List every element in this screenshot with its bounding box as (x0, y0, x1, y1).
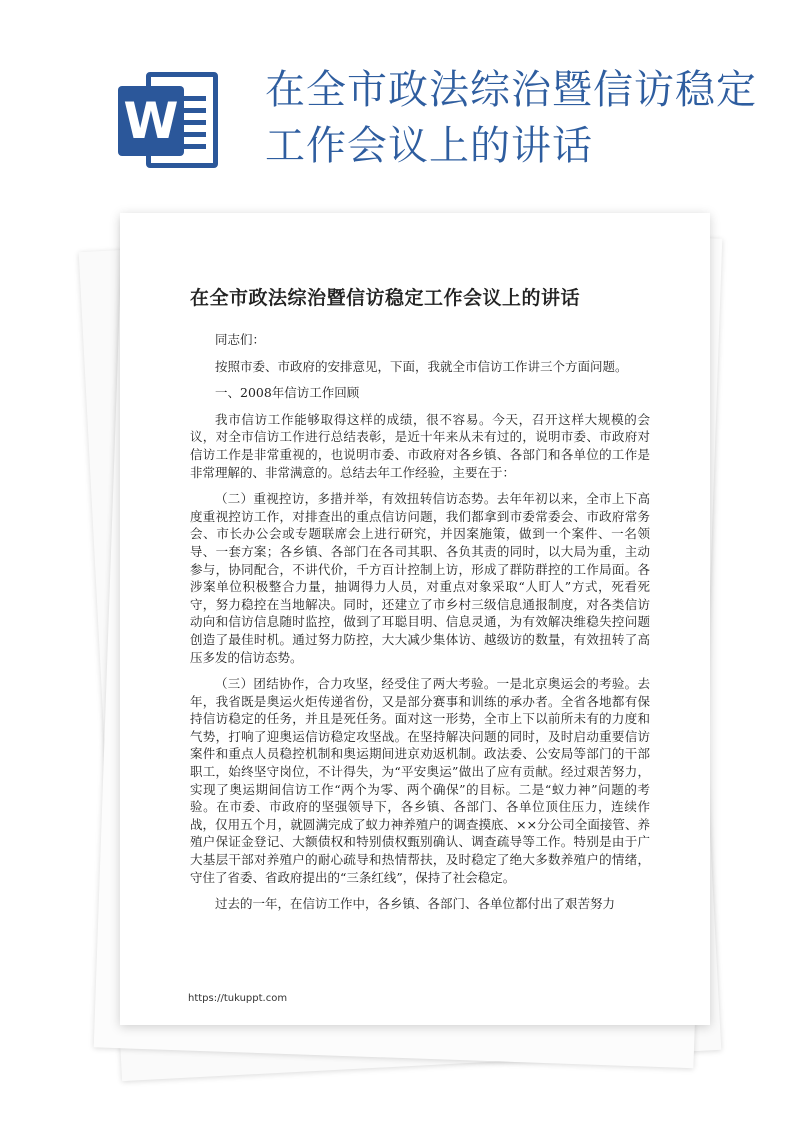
section-heading: 一、2008年信访工作回顾 (215, 385, 360, 401)
banner (0, 0, 800, 215)
paragraph: （三）团结协作，合力攻坚，经受住了两大考验。一是北京奥运会的考验。去年，我省既是奥运火炬传递省份，又是部分赛事和训练的承办者。全省各地都有保持信访稳定的任务，并且是死任务。面对这一形势，全市上下以前所未有的力度和气势，打响了迎奥运信访稳定攻坚战。在坚持解决问题的同时，及时启动重要信访案件和重点人员稳控机制和奥运期间进京劝返机制。政法委、公安局等部门的干部职工，始终坚守岗位，不计得失，为“平安奥运”做出了应有贡献。经过艰苦努力，实现了奥运期间信访工作“两个为零、两个确保”的目标。二是“蚁力神”问题的考验。在市委、市政府的坚强领导下，各乡镇、各部门、各单位顶住压力，连续作战，仅用五个月，就圆满完成了蚁力神养殖户的调查摸底、××分公司全面接管、养殖户保证金登记、大额债权和特别债权甄别确认、调查疏导等工作。特别是由于广大基层干部对养殖户的耐心疏导和热情帮扶，及时稳定了绝大多数养殖户的情绪，守住了省委、省政府提出的“三条红线”，保持了社会稳定。 (190, 676, 650, 885)
paragraph: 按照市委、市政府的安排意见，下面，我就全市信访工作讲三个方面问题。 (215, 358, 628, 374)
paragraph: （二）重视控访，多措并举，有效扭转信访态势。去年年初以来，全市上下高度重视控访工作，对排查出的重点信访问题，我们都拿到市委常委会、市政府常务会、市长办公会或专题联席会上进行研究，并因案施策，做到一个案件、一名领导、一套方案；各乡镇、各部门在各司其职、各负其责的同时，以大局为重，主动参与，协同配合，不讲代价，千方百计控制上访，形成了群防群控的工作局面。各涉案单位积极整合力量，抽调得力人员，对重点对象采取“人盯人”方式，死看死守，努力稳控在当地解决。同时，还建立了市乡村三级信息通报制度，对各类信访动向和信访信息随时监控，做到了耳聪目明、信息灵通，为有效解决维稳失控问题创造了最佳时机。通过努力防控，大大减少集体访、越级访的数量，有效扭转了高压多发的信访态势。 (190, 491, 650, 665)
paragraph: 我市信访工作能够取得这样的成绩，很不容易。今天，召开这样大规模的会议，对全市信访工作进行总结表彰，是近十年来从未有过的，说明市委、市政府对信访工作是非常重视的，也说明市委、市政府对各乡镇、各部门和各单位的工作是非常理解的、非常满意的。总结去年工作经验，主要在于： (190, 411, 650, 480)
word-badge: W (118, 86, 184, 156)
document-body (190, 331, 650, 922)
paragraph: 过去的一年，在信访工作中，各乡镇、各部门、各单位都付出了艰苦努力 (215, 896, 616, 912)
footer-url: https://tukuppt.com (188, 993, 288, 1004)
word-icon (118, 72, 222, 168)
document-title: 在全市政法综治暨信访稳定工作会议上的讲话 (190, 287, 581, 309)
banner-title: 在全市政法综治暨信访稳定工作会议上的讲话 (265, 67, 757, 169)
salutation: 同志们： (215, 332, 266, 347)
document-page (120, 213, 710, 1025)
